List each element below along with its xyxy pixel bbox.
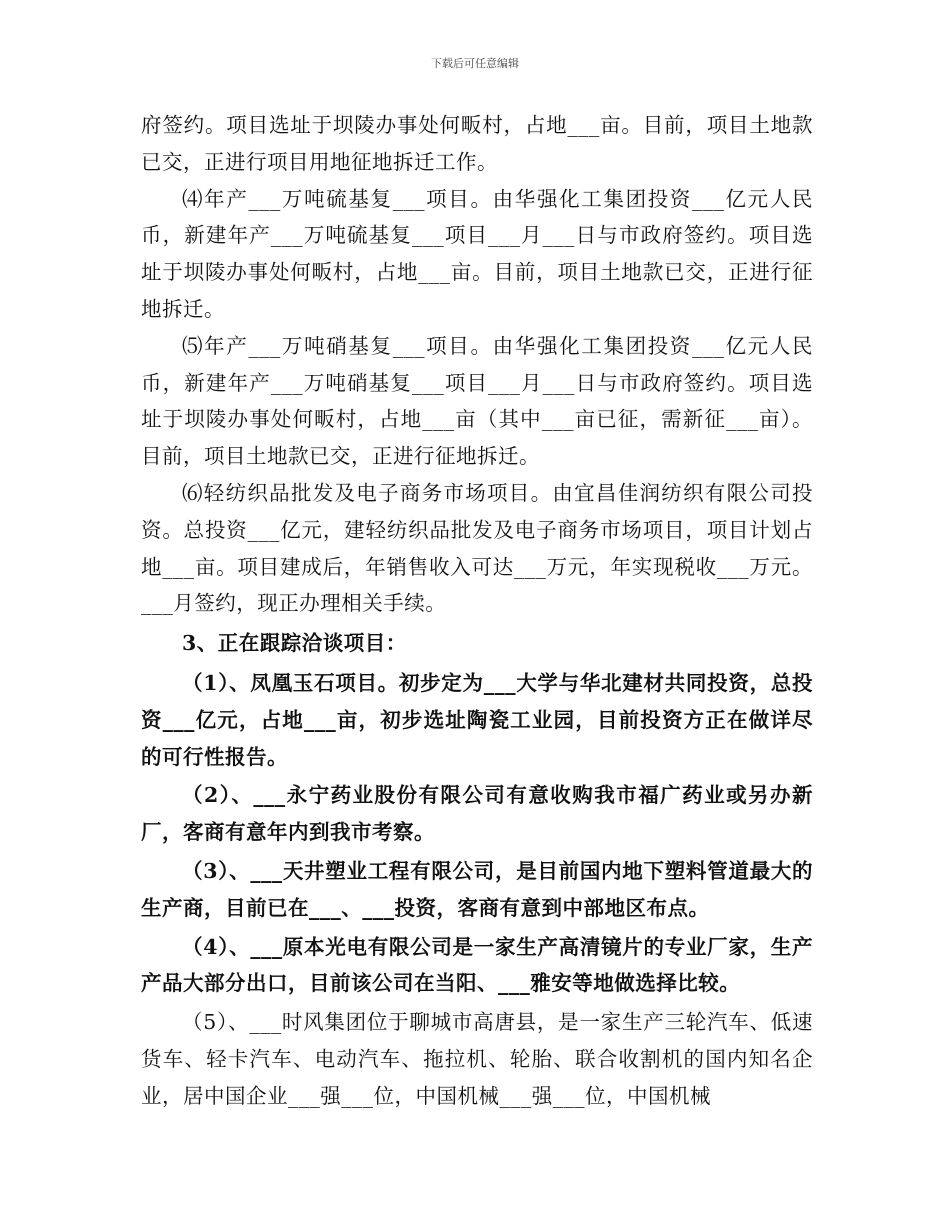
paragraph-item-4: ⑷年产___万吨硫基复___项目。由华强化工集团投资___亿元人民币，新建年产___万吨硫基复___项目___月___日与市政府签约。项目选址于坝陵办事处何畈村，占地___亩。目前，项目土地款已交，正进行征地拆迁。 <box>141 186 813 321</box>
tracking-item-2: （2）、___永宁药业股份有限公司有意收购我市福广药业或另办新厂，客商有意年内到我市考察。 <box>141 783 813 845</box>
page-header: 下载后可任意编辑 <box>431 57 519 70</box>
tracking-projects-list <box>141 665 813 1002</box>
tracking-item-4: （4）、___原本光电有限公司是一家生产高清镜片的专业厂家，生产产品大部分出口，目前该公司在当阳、___雅安等地做选择比较。 <box>141 934 813 996</box>
tracking-item-5: （5）、___时风集团位于聊城市高唐县，是一家生产三轮汽车、低速货车、轻卡汽车、电动汽车、拖拉机、轮胎、联合收割机的国内知名企业，居中国企业___强___位，中国机械___强___位，中国机械 <box>141 1010 813 1108</box>
paragraph-item-5: ⑸年产___万吨硝基复___项目。由华强化工集团投资___亿元人民币，新建年产___万吨硝基复___项目___月___日与市政府签约。项目选址于坝陵办事处何畈村，占地___亩（其中___亩已征，需新征___亩）。目前，项目土地款已交，正进行征地拆迁。 <box>141 333 813 469</box>
tracking-item-1: （1）、凤凰玉石项目。初步定为___大学与华北建材共同投资，总投资___亿元，占地___亩，初步选址陶瓷工业园，目前投资方正在做详尽的可行性报告。 <box>141 670 813 769</box>
paragraph-continuation: 府签约。项目选址于坝陵办事处何畈村，占地___亩。目前，项目土地款已交，正进行项目用地征地拆迁工作。 <box>141 113 813 174</box>
tracking-item-3: （3）、___天井塑业工程有限公司，是目前国内地下塑料管道最大的生产商，目前已在___、___投资，客商有意到中部地区布点。 <box>141 858 813 920</box>
section-heading: 3、正在跟踪洽谈项目： <box>182 631 407 656</box>
paragraph-item-6: ⑹轻纺织品批发及电子商务市场项目。由宜昌佳润纺织有限公司投资。总投资___亿元，建轻纺织品批发及电子商务市场项目，项目计划占地___亩。项目建成后，年销售收入可达___万元，年实现税收___万元。___月签约，现正办理相关手续。 <box>141 480 813 616</box>
document-body <box>141 107 813 1115</box>
